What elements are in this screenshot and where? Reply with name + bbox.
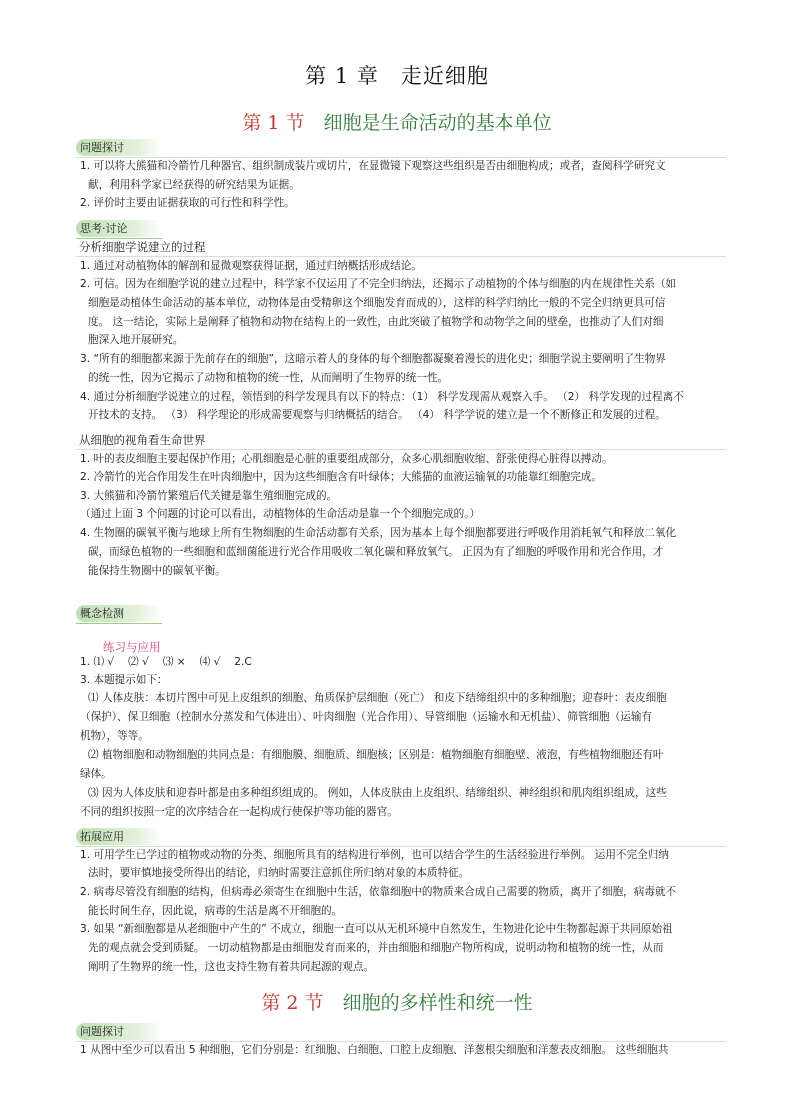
text-line: 2. 评价时主要由证据获取的可行性和科学性。 <box>80 197 295 209</box>
text-line: 3. “所有的细胞都来源于先前存在的细胞”，这暗示着人的身体的每个细胞都凝聚着漫长的进化史；细胞学说主要阐明了生物界 <box>80 353 666 365</box>
divider <box>76 1041 726 1042</box>
heading-problem-discussion-2: 问题探讨 <box>76 1023 162 1040</box>
text-line: 1. 通过对动植物体的解剖和显微观察获得证据，通过归纳概括形成结论。 <box>80 260 422 272</box>
divider <box>76 846 726 847</box>
subheading-cell-perspective: 从细胞的视角看生命世界 <box>79 433 206 447</box>
section-2-title: 细胞的多样性和统一性 <box>342 992 533 1014</box>
text-line: 献，利用科学家已经获得的研究结果为证据。 <box>88 179 300 191</box>
text-line: 1. 可用学生已学过的植物或动物的分类、细胞所具有的结构进行举例，也可以结合学生的生活经验进行举例。 运用不完全归纳 <box>80 849 669 861</box>
text-line: 3. 本题提示如下： <box>80 674 168 686</box>
section-2-heading <box>0 988 794 1015</box>
text-line: 碳，而绿色植物的一些细胞和蓝细菌能进行光合作用吸收二氧化碳和释放氧气。 正因为有了细胞的呼吸作用和光合作用，才 <box>88 546 664 558</box>
text-line: 细胞是动植体生命活动的基本单位，动物体是由受精卵这个细胞发育而成的），这样的科学归纳比一般的不完全归纳更具可信 <box>88 297 666 309</box>
section-2-number: 第 2 节 <box>261 992 324 1014</box>
text-line: 能长时间生存，因此说，病毒的生活是离不开细胞的。 <box>88 905 343 917</box>
divider <box>76 157 726 158</box>
text-line: 3. 如果 “新细胞都是从老细胞中产生的” 不成立，细胞一直可以从无机环境中自然发生，生物进化论中生物都起源于共同原始祖 <box>80 923 673 935</box>
text-line: 1. ⑴ √ ⑵ √ ⑶ × ⑷ √ 2.C <box>80 656 252 668</box>
heading-think-discuss: 思考·讨论 <box>76 220 162 237</box>
text-line: 开技术的支持。 （3） 科学理论的形成需要观察与归纳概括的结合。 （4） 科学学说的建立是一个不断修正和发展的过程。 <box>88 409 666 421</box>
text-line: 4. 生物圈的碳氧平衡与地球上所有生物细胞的生命活动都有关系，因为基本上每个细胞都要进行呼吸作用消耗氧气和释放二氧化 <box>80 527 677 539</box>
text-line: ⑶ 因为人体皮肤和迎春叶都是由多种组织组成的。 例如，人体皮肤由上皮组织、结缔组织、神经组织和肌肉组织组成，这些 <box>88 787 667 799</box>
section-1-title: 细胞是生命活动的基本单位 <box>323 112 552 134</box>
divider <box>76 256 726 257</box>
text-line: ⑴ 人体皮肤：本切片图中可见上皮组织的细胞、角质保护层细胞（死亡） 和皮下结缔组织中的多种细胞；迎春叶：表皮细胞 <box>88 692 667 704</box>
heading-extended-application: 拓展应用 <box>76 828 162 845</box>
text-line: 4. 通过分析细胞学说建立的过程，领悟到的科学发现具有以下的特点：（1） 科学发现需从观察入手。 （2） 科学发现的过程离不 <box>80 391 684 403</box>
text-line: （通过上面 3 个问题的讨论可以看出，动植物体的生命活动是靠一个个细胞完成的。） <box>80 508 481 520</box>
text-line: 阐明了生物界的统一性，这也支持生物有着共同起源的观点。 <box>88 961 375 973</box>
heading-concept-check: 概念检测 <box>76 605 162 622</box>
text-line: 的统一性，因为它揭示了动物和植物的统一性，从而阐明了生物界的统一性。 <box>88 372 449 384</box>
text-line: 不同的组织按照一定的次序结合在一起构成行使保护等功能的器官。 <box>80 806 398 818</box>
heading-problem-discussion: 问题探讨 <box>76 139 162 156</box>
section-1-heading <box>0 108 794 135</box>
text-line: 2. 可信。因为在细胞学说的建立过程中，科学家不仅运用了不完全归纳法，还揭示了动植物的个体与细胞的内在规律性关系（如 <box>80 278 677 290</box>
text-line: 绿体。 <box>80 768 112 780</box>
text-line: 1. 叶的表皮细胞主要起保护作用；心肌细胞是心脏的重要组成部分，众多心肌细胞收缩、舒张使得心脏得以搏动。 <box>80 453 613 465</box>
text-line: ⑵ 植物细胞和动物细胞的共同点是：有细胞膜、细胞质、细胞核；区别是：植物细胞有细胞壁、液泡，有些植物细胞还有叶 <box>88 749 664 761</box>
chapter-title: 第 1 章 走近细胞 <box>305 64 489 88</box>
text-line: 机物），等等。 <box>80 730 149 742</box>
subheading-analysis: 分析细胞学说建立的过程 <box>79 240 206 254</box>
text-line: 法时，要审慎地接受所得出的结论，归纳时需要注意抓住所归纳对象的本质特征。 <box>88 867 470 879</box>
text-line: 1. 可以将大熊猫和冷箭竹几种器官、组织制成装片或切片，在显微镜下观察这些组织是否由细胞构成；或者，查阅科学研究文 <box>80 160 666 172</box>
text-line: 1 从图中至少可以看出 5 种细胞，它们分别是：红细胞、白细胞、口腔上皮细胞、洋葱根尖细胞和洋葱表皮细胞。 这些细胞共 <box>80 1044 669 1056</box>
text-line: 能保持生物圈中的碳氧平衡。 <box>88 565 226 577</box>
text-line: （保护）、保卫细胞（控制水分蒸发和气体进出）、叶肉细胞（光合作用）、导管细胞（运输水和无机盐）、筛管细胞（运输有 <box>80 711 653 723</box>
text-line: 2. 病毒尽管没有细胞的结构，但病毒必须寄生在细胞中生活，依靠细胞中的物质来合成自己需要的物质，离开了细胞，病毒就不 <box>80 886 677 898</box>
divider <box>76 449 726 450</box>
subheading-practice: 练习与应用 <box>103 640 161 654</box>
text-line: 先的观点就会受到质疑。 一切动植物都是由细胞发育而来的，并由细胞和细胞产物所构成，说明动物和植物的统一性，从而 <box>88 942 664 954</box>
section-1-number: 第 1 节 <box>242 112 305 134</box>
text-line: 度。 这一结论，实际上是阐释了植物和动物在结构上的一致性，由此突破了植物学和动物学之间的壁垒，也推动了人们对细 <box>88 316 664 328</box>
text-line: 3. 大熊猫和冷箭竹繁殖后代关键是靠生殖细胞完成的。 <box>80 490 338 502</box>
text-line: 2. 冷箭竹的光合作用发生在叶肉细胞中，因为这些细胞含有叶绿体；大熊猫的血液运输氧的功能靠红细胞完成。 <box>80 471 602 483</box>
text-line: 胞深入地开展研究。 <box>88 334 184 346</box>
